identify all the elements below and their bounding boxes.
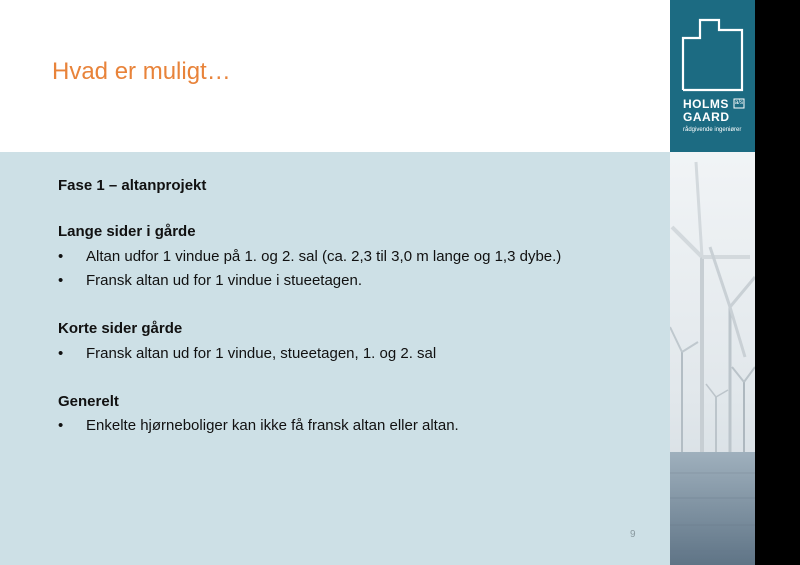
section-heading-general: Generelt (58, 393, 119, 410)
bullet-text: Enkelte hjørneboliger kan ikke få fransk altan eller altan. (86, 417, 459, 434)
bullet-icon: • (58, 272, 64, 289)
bullet-icon: • (58, 345, 64, 362)
bullet-text: Fransk altan ud for 1 vindue i stueetagen. (86, 272, 363, 289)
title-area (0, 0, 670, 152)
wind-turbine-photo (670, 152, 755, 565)
bullet-icon: • (58, 417, 64, 434)
bullet-text: Altan udfor 1 vindue på 1. og 2. sal (ca. 2,3 til 3,0 m lange og 1,3 dybe.) (86, 248, 562, 265)
page-number: 9 (630, 529, 636, 540)
section-heading-short-sides: Korte sider gårde (58, 320, 183, 337)
logo-text-line2: GAARD (683, 110, 730, 124)
phase-heading: Fase 1 – altanprojekt (58, 177, 207, 194)
bullet-icon: • (58, 248, 64, 265)
right-edge-strip (755, 0, 800, 565)
section-heading-long-sides: Lange sider i gårde (58, 223, 196, 240)
logo-badge: a/s (735, 100, 744, 106)
logo-text-line1: HOLMS (683, 97, 729, 111)
logo-tagline: rådgivende ingeniører (683, 127, 742, 133)
bullet-text: Fransk altan ud for 1 vindue, stueetagen, 1. og 2. sal (86, 345, 437, 362)
slide-title: Hvad er muligt… (52, 58, 231, 85)
